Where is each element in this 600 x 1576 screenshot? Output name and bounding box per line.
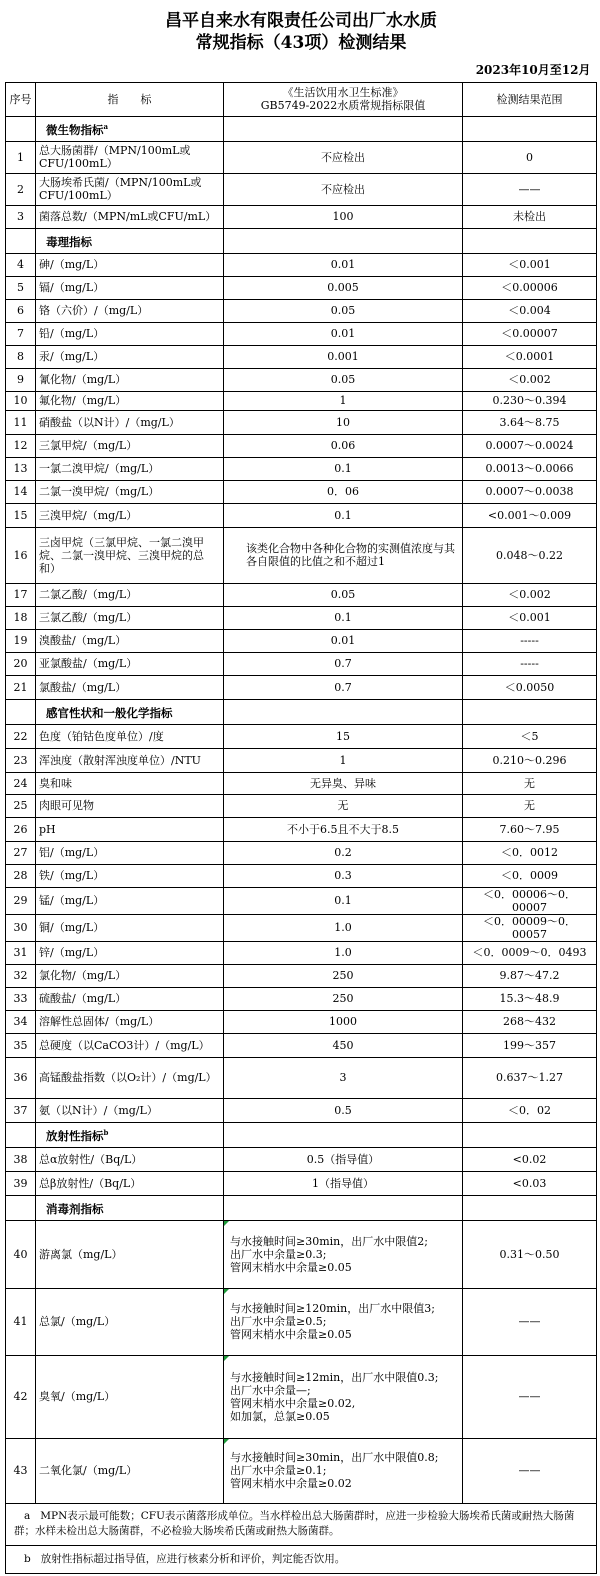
result-range: ＜0.002 [463,583,597,606]
table-row [6,841,597,864]
standard-limit: 250 [224,964,463,987]
footnote-text: MPN表示最可能数；CFU表示菌落形成单位。当水样检出总大肠菌群时，应进一步检验大肠埃希氏菌或耐热大肠菌群；水样未检出总大肠菌群，不必检验大肠埃希氏菌或耐热大肠菌群。 [14,1510,575,1537]
section-name: 微生物指标 [46,122,104,137]
indicator-name: 砷/（mg/L） [36,253,224,276]
result-range: 未检出 [463,205,597,228]
row-number: 43 [6,1438,36,1503]
table-row [6,1057,597,1098]
row-number: 21 [6,675,36,699]
result-range: 无 [463,772,597,794]
table-row [6,817,597,841]
standard-limit: 0.3 [224,864,463,887]
indicator-name: 肉眼可见物 [36,794,224,817]
table-row [6,1438,597,1503]
section-result-cell [463,228,597,253]
indicator-name: 氯化物/（mg/L） [36,964,224,987]
row-number: 41 [6,1288,36,1355]
section-no-cell [6,228,36,253]
result-range: ----- [463,629,597,652]
result-range: —— [463,173,597,205]
result-range: 0.0007～0.0024 [463,434,597,457]
section-limit-cell [224,1195,463,1220]
row-number: 19 [6,629,36,652]
table-row [6,887,597,914]
indicator-name: 亚氯酸盐/（mg/L） [36,652,224,675]
indicator-name: 溴酸盐/（mg/L） [36,629,224,652]
table-row [6,205,597,228]
footnote-row [6,1503,597,1545]
standard-limit: 与水接触时间≥30min，出厂水中限值2; 出厂水中余量≥0.3; 管网末梢水中余量≥0.05 [224,1220,463,1288]
table-row [6,391,597,410]
section-note-mark: a [103,122,109,132]
section-limit-cell [224,116,463,141]
result-range: 7.60～7.95 [463,817,597,841]
row-number: 2 [6,173,36,205]
section-no-cell [6,699,36,724]
indicator-name: 铝/（mg/L） [36,841,224,864]
section-result-cell [463,1122,597,1147]
result-range: 0.230～0.394 [463,391,597,410]
table-row [6,629,597,652]
section-result-cell [463,699,597,724]
result-range: 0.31～0.50 [463,1220,597,1288]
row-number: 14 [6,480,36,503]
section-row [6,699,597,724]
row-number: 13 [6,457,36,480]
standard-limit: 0.01 [224,253,463,276]
table-row [6,434,597,457]
table-row [6,253,597,276]
header-standard: 《生活饮用水卫生标准》 GB5749-2022水质常规指标限值 [224,82,463,116]
section-row [6,1122,597,1147]
table-row [6,941,597,964]
table-row [6,368,597,391]
section-limit-cell [224,1122,463,1147]
report-title [6,0,597,60]
section-name: 消毒剂指标 [46,1201,104,1216]
standard-limit: 0.005 [224,276,463,299]
indicator-name: 氟化物/（mg/L） [36,391,224,410]
row-number: 36 [6,1057,36,1098]
result-range: ＜0．0012 [463,841,597,864]
result-range: ＜0.00007 [463,322,597,345]
indicator-name: 汞/（mg/L） [36,345,224,368]
result-range: 0.0007～0.0038 [463,480,597,503]
row-number: 11 [6,410,36,434]
result-range: 0.210～0.296 [463,748,597,772]
row-number: 4 [6,253,36,276]
indicator-name: 三氯甲烷/（mg/L） [36,434,224,457]
indicator-name: 总β放射性/（Bq/L） [36,1171,224,1195]
standard-limit: 3 [224,1057,463,1098]
standard-limit: 100 [224,205,463,228]
table-row [6,1033,597,1057]
section-no-cell [6,116,36,141]
table-row [6,480,597,503]
table-row [6,1355,597,1438]
indicator-name: 菌落总数/（MPN/mL或CFU/mL） [36,205,224,228]
section-no-cell [6,1122,36,1147]
table-row [6,914,597,941]
result-range: 0.048～0.22 [463,527,597,583]
standard-limit: 1000 [224,1010,463,1033]
result-range: ＜0.0001 [463,345,597,368]
row-number: 16 [6,527,36,583]
row-number: 9 [6,368,36,391]
table-row [6,794,597,817]
table-row [6,1010,597,1033]
indicator-name: 游离氯（mg/L） [36,1220,224,1288]
indicator-name: 三氯乙酸/（mg/L） [36,606,224,629]
indicator-name: 氨（以N计）/（mg/L） [36,1098,224,1122]
standard-limit: 与水接触时间≥120min，出厂水中限值3; 出厂水中余量≥0.5; 管网末梢水中余量≥0.05 [224,1288,463,1355]
result-range: 268～432 [463,1010,597,1033]
result-range: 无 [463,794,597,817]
result-range: <0.001～0.009 [463,503,597,527]
indicator-name: 三卤甲烷（三氯甲烷、一氯二溴甲烷、二氯一溴甲烷、三溴甲烷的总和） [36,527,224,583]
table-row [6,964,597,987]
report-period: 2023年10月至12月 [6,60,597,82]
indicator-name: 总大肠菌群/（MPN/100mL或CFU/100mL） [36,141,224,173]
standard-limit: 与水接触时间≥12min，出厂水中限值0.3; 出厂水中余量—; 管网末梢水中余量≥0.02, 如加氯，总氯≥0.05 [224,1355,463,1438]
result-range: —— [463,1288,597,1355]
result-range: 9.87～47.2 [463,964,597,987]
indicator-name: 高锰酸盐指数（以O₂计）/（mg/L） [36,1057,224,1098]
indicator-name: 三溴甲烷/（mg/L） [36,503,224,527]
standard-limit: 1 [224,391,463,410]
table-row [6,457,597,480]
standard-limit: 0.2 [224,841,463,864]
header-row [6,82,597,116]
standard-limit: 无 [224,794,463,817]
indicator-name: 溶解性总固体/（mg/L） [36,1010,224,1033]
standard-limit: 0.1 [224,606,463,629]
indicator-name: 锌/（mg/L） [36,941,224,964]
row-number: 28 [6,864,36,887]
indicator-name: 镉/（mg/L） [36,276,224,299]
row-number: 42 [6,1355,36,1438]
result-range: <0.03 [463,1171,597,1195]
section-limit-cell [224,228,463,253]
section-result-cell [463,1195,597,1220]
header-no: 序号 [6,82,36,116]
table-row [6,299,597,322]
row-number: 26 [6,817,36,841]
row-number: 1 [6,141,36,173]
standard-limit: 15 [224,724,463,748]
standard-limit: 0.05 [224,368,463,391]
result-range: ＜0.001 [463,253,597,276]
footnote [6,1545,597,1573]
standard-limit: 0.01 [224,322,463,345]
table-row [6,345,597,368]
indicator-name: 氯酸盐/（mg/L） [36,675,224,699]
result-range: ＜0.002 [463,368,597,391]
section-result-cell [463,116,597,141]
section-title [36,1195,224,1220]
standard-limit: 0.5（指导值） [224,1147,463,1171]
section-row [6,228,597,253]
standard-limit: 10 [224,410,463,434]
standard-limit: 450 [224,1033,463,1057]
row-number: 24 [6,772,36,794]
section-row [6,116,597,141]
title-row [6,0,597,60]
row-number: 31 [6,941,36,964]
result-range: —— [463,1355,597,1438]
standard-limit: 0.1 [224,887,463,914]
row-number: 27 [6,841,36,864]
indicator-name: 铁/（mg/L） [36,864,224,887]
table-row [6,1147,597,1171]
row-number: 18 [6,606,36,629]
row-number: 32 [6,964,36,987]
row-number: 38 [6,1147,36,1171]
indicator-name: 氰化物/（mg/L） [36,368,224,391]
row-number: 17 [6,583,36,606]
section-row [6,1195,597,1220]
standard-limit: 1 [224,748,463,772]
row-number: 23 [6,748,36,772]
standard-limit: 1.0 [224,941,463,964]
table-row [6,1220,597,1288]
standard-limit: 0.5 [224,1098,463,1122]
result-range: 199～357 [463,1033,597,1057]
period-row [6,60,597,82]
result-range: 0.0013～0.0066 [463,457,597,480]
indicator-name: 硫酸盐/（mg/L） [36,987,224,1010]
section-limit-cell [224,699,463,724]
standard-limit: 0.05 [224,583,463,606]
result-range: ----- [463,652,597,675]
row-number: 10 [6,391,36,410]
result-range: 3.64～8.75 [463,410,597,434]
table-row [6,583,597,606]
table-row [6,1171,597,1195]
table-row [6,322,597,345]
section-no-cell [6,1195,36,1220]
standard-limit: 0.06 [224,434,463,457]
table-row [6,173,597,205]
result-range: <0.02 [463,1147,597,1171]
indicator-name: 总氯/（mg/L） [36,1288,224,1355]
result-range: 15.3～48.9 [463,987,597,1010]
indicator-name: 铜/（mg/L） [36,914,224,941]
header-result: 检测结果范围 [463,82,597,116]
indicator-name: 大肠埃希氏菌/（MPN/100mL或CFU/100mL） [36,173,224,205]
result-range: ＜5 [463,724,597,748]
title-line-2: 常规指标（43项）检测结果 [195,33,407,53]
table-row [6,772,597,794]
standard-limit: 0.05 [224,299,463,322]
row-number: 33 [6,987,36,1010]
indicator-name: 臭氧/（mg/L） [36,1355,224,1438]
row-number: 8 [6,345,36,368]
standard-limit: 0.01 [224,629,463,652]
table-row [6,987,597,1010]
row-number: 22 [6,724,36,748]
footnote-mark: b [24,1552,31,1565]
header-item: 指 标 [36,82,224,116]
standard-limit: 1.0 [224,914,463,941]
footnote-text: 放射性指标超过指导值，应进行核素分析和评价，判定能否饮用。 [40,1552,346,1565]
standard-limit: 该类化合物中各种化合物的实测值浓度与其各自限值的比值之和不超过1 [224,527,463,583]
indicator-name: pH [36,817,224,841]
result-range: ＜0．02 [463,1098,597,1122]
table-row [6,410,597,434]
section-title [36,228,224,253]
row-number: 39 [6,1171,36,1195]
result-range: ＜0．0009 [463,864,597,887]
table-row [6,864,597,887]
row-number: 30 [6,914,36,941]
standard-limit: 无异臭、异味 [224,772,463,794]
standard-limit: 0.7 [224,675,463,699]
row-number: 6 [6,299,36,322]
result-range: —— [463,1438,597,1503]
indicator-name: 二氯乙酸/（mg/L） [36,583,224,606]
indicator-name: 锰/（mg/L） [36,887,224,914]
section-title [36,116,224,141]
section-name: 感官性状和一般化学指标 [46,705,173,720]
result-range: ＜0．0009～0．0493 [463,941,597,964]
footnote-row [6,1545,597,1573]
section-title [36,1122,224,1147]
standard-limit: 0．06 [224,480,463,503]
row-number: 40 [6,1220,36,1288]
row-number: 12 [6,434,36,457]
standard-limit: 1（指导值） [224,1171,463,1195]
section-name: 放射性指标 [46,1128,104,1143]
footnote-mark: a [24,1510,31,1522]
standard-limit: 0.1 [224,457,463,480]
indicator-name: 二氧化氯/（mg/L） [36,1438,224,1503]
table-row [6,675,597,699]
standard-limit: 250 [224,987,463,1010]
table-row [6,606,597,629]
title-line-1: 昌平自来水有限责任公司出厂水水质 [165,11,437,31]
row-number: 37 [6,1098,36,1122]
indicator-name: 色度（铂钴色度单位）/度 [36,724,224,748]
section-note-mark: b [103,1128,109,1138]
standard-limit: 不应检出 [224,141,463,173]
standard-limit: 0.1 [224,503,463,527]
result-range: ＜0.004 [463,299,597,322]
result-range: ＜0.001 [463,606,597,629]
water-quality-table [5,0,597,1574]
table-row [6,652,597,675]
standard-limit: 0.7 [224,652,463,675]
table-row [6,527,597,583]
table-row [6,724,597,748]
standard-limit: 与水接触时间≥30min，出厂水中限值0.8; 出厂水中余量≥0.1; 管网末梢水中余量≥0.02 [224,1438,463,1503]
result-range: ＜0．00009～0．00057 [463,914,597,941]
indicator-name: 总α放射性/（Bq/L） [36,1147,224,1171]
indicator-name: 总硬度（以CaCO3计）/（mg/L） [36,1033,224,1057]
indicator-name: 二氯一溴甲烷/（mg/L） [36,480,224,503]
table-row [6,1098,597,1122]
table-row [6,141,597,173]
result-range: ＜0.00006 [463,276,597,299]
table-row [6,503,597,527]
table-row [6,276,597,299]
indicator-name: 铬（六价）/（mg/L） [36,299,224,322]
row-number: 34 [6,1010,36,1033]
indicator-name: 硝酸盐（以N计）/（mg/L） [36,410,224,434]
row-number: 15 [6,503,36,527]
result-range: ＜0.0050 [463,675,597,699]
footnote [6,1503,597,1545]
indicator-name: 浑浊度（散射浑浊度单位）/NTU [36,748,224,772]
indicator-name: 铅/（mg/L） [36,322,224,345]
row-number: 25 [6,794,36,817]
table-row [6,1288,597,1355]
section-name: 毒理指标 [46,234,92,249]
row-number: 5 [6,276,36,299]
standard-limit: 不小于6.5且不大于8.5 [224,817,463,841]
row-number: 20 [6,652,36,675]
row-number: 7 [6,322,36,345]
row-number: 35 [6,1033,36,1057]
indicator-name: 一氯二溴甲烷/（mg/L） [36,457,224,480]
row-number: 29 [6,887,36,914]
indicator-name: 臭和味 [36,772,224,794]
section-title [36,699,224,724]
result-range: 0 [463,141,597,173]
row-number: 3 [6,205,36,228]
standard-limit: 不应检出 [224,173,463,205]
result-range: ＜0．00006～0．00007 [463,887,597,914]
result-range: 0.637～1.27 [463,1057,597,1098]
standard-limit: 0.001 [224,345,463,368]
table-row [6,748,597,772]
